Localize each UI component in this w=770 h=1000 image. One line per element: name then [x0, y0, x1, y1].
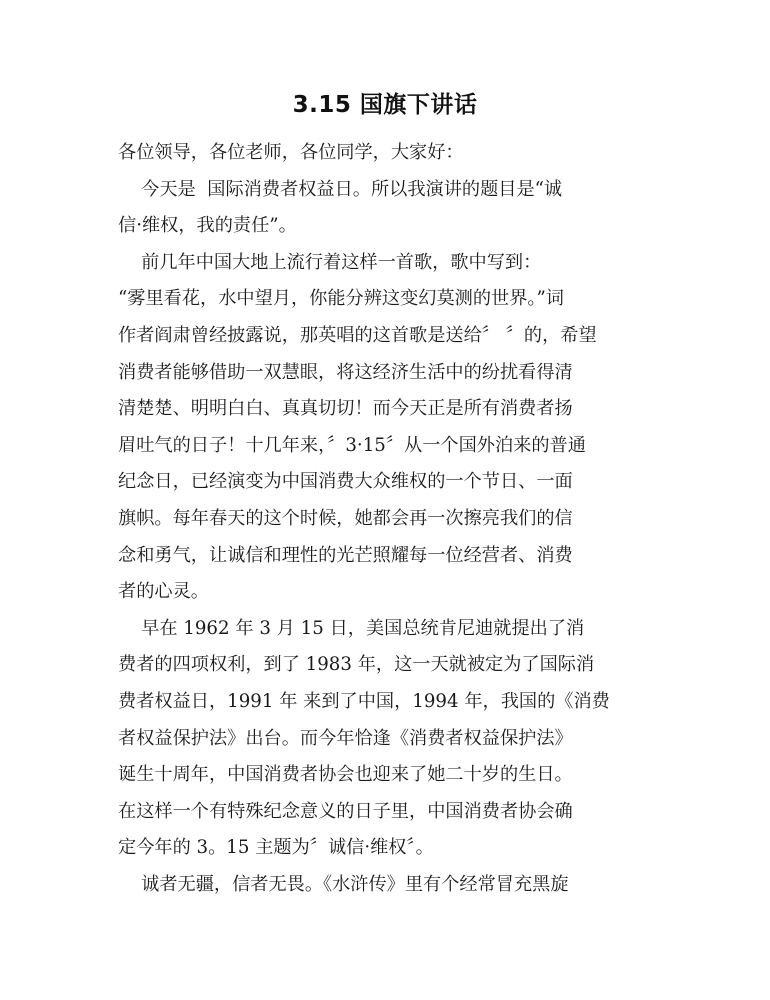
text-line: 清楚楚、明明白白、真真切切！而今天正是所有消费者扬 — [118, 398, 573, 420]
text-line: 在这样一个有特殊纪念意义的日子里，中国消费者协会确 — [118, 800, 573, 822]
text-line: 念和勇气，让诚信和理性的光芒照耀每一位经营者、消费 — [118, 544, 573, 566]
text-line: 费者权益日，1991 年 来到了中国，1994 年，我国的《消费 — [118, 690, 610, 712]
text-line: 定今年的 3。15 主题为〞诚信·维权〞。 — [118, 837, 434, 859]
text-line: 者的心灵。 — [118, 581, 209, 603]
text-line: 眉吐气的日子！十几年来，〞3·15〞从一个国外泊来的普通 — [118, 434, 586, 456]
text-line: 诞生十周年，中国消费者协会也迎来了她二十岁的生日。 — [118, 764, 573, 786]
text-line: 者权益保护法》出台。而今年恰逢《消费者权益保护法》 — [118, 727, 573, 749]
text-line: 今天是 国际消费者权益日。所以我演讲的题目是“诚 — [118, 178, 563, 200]
document-body — [118, 135, 663, 903]
document-title: 3.15 国旗下讲话 — [292, 92, 478, 118]
text-line: 费者的四项权利，到了 1983 年，这一天就被定为了国际消 — [118, 654, 595, 676]
text-line: 旗帜。每年春天的这个时候，她都会再一次擦亮我们的信 — [118, 507, 573, 529]
text-line: 诚者无疆，信者无畏。《水浒传》里有个经常冒充黑旋 — [118, 873, 569, 895]
text-line: 前几年中国大地上流行着这样一首歌，歌中写到： — [118, 251, 542, 273]
text-line: 纪念日，已经演变为中国消费大众维权的一个节日、一面 — [118, 471, 573, 493]
text-line: 各位领导，各位老师，各位同学，大家好： — [118, 142, 464, 163]
text-line: “雾里看花，水中望月，你能分辨这变幻莫测的世界。”词 — [118, 288, 564, 310]
text-line: 消费者能够借助一双慧眼，将这经济生活中的纷扰看得清 — [118, 361, 573, 383]
text-line: 作者阎肃曾经披露说，那英唱的这首歌是送给〞 〞的，希望 — [118, 324, 597, 346]
text-line: 早在 1962 年 3 月 15 日，美国总统肯尼迪就提出了消 — [118, 617, 585, 639]
text-line: 信·维权，我的责任”。 — [118, 215, 297, 237]
